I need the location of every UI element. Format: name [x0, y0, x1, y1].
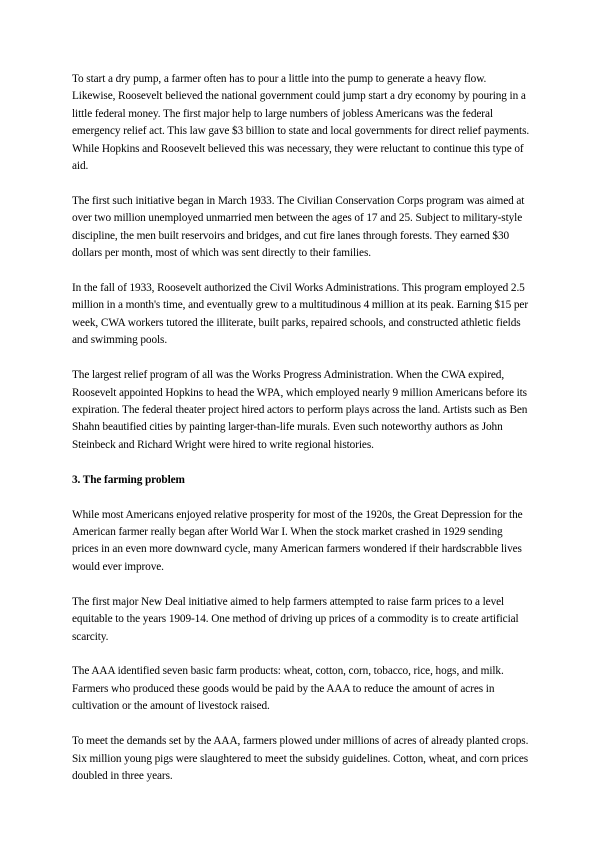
paragraph-farmer-depression: While most Americans enjoyed relative prosperity for most of the 1920s, the Great Depression for the American farmer really began after World War I. When the stock market crashed in 1929 sending prices in an even more downward cycle, many American farmers wondered if their hardscrabble lives would ever improve.	[72, 508, 523, 573]
document-body	[72, 71, 530, 803]
paragraph-new-deal-farm-prices: The first major New Deal initiative aimed to help farmers attempted to raise farm prices to a level equitable to the years 1909-14. One method of driving up prices of a commodity is to create artificial scarcity.	[72, 595, 519, 643]
paragraph-pump-analogy: To start a dry pump, a farmer often has to pour a little into the pump to generate a heavy flow. Likewise, Roosevelt believed the national government could jump start a dry economy by pouring in a little federal money. The first major help to large numbers of jobless Americans was the federal emergency relief act. This law gave $3 billion to state and local governments for direct relief payments. While Hopkins and Roosevelt believed this was necessary, they were reluctant to continue this type of aid.	[72, 73, 530, 173]
paragraph-civil-works-administration: In the fall of 1933, Roosevelt authorized the Civil Works Administrations. This program employed 2.5 million in a month's time, and eventually grew to a multitudinous 4 million at its peak. Earning $15 per week, CWA workers tutored the illiterate, built parks, repaired schools, and constructed athletic fields and swimming pools.	[72, 282, 528, 347]
section-heading-farming-problem: 3. The farming problem	[72, 473, 185, 486]
paragraph-aaa-farm-products: The AAA identified seven basic farm products: wheat, cotton, corn, tobacco, rice, hogs, and milk. Farmers who produced these goods would be paid by the AAA to reduce the amount of acres in cultivation or the amount of livestock raised.	[72, 665, 504, 713]
paragraph-aaa-demands: To meet the demands set by the AAA, farmers plowed under millions of acres of already planted crops. Six million young pigs were slaughtered to meet the subsidy guidelines. Cotton, wheat, and corn prices doubled in three years.	[72, 735, 529, 782]
paragraph-works-progress-administration: The largest relief program of all was the Works Progress Administration. When the CWA expired, Roosevelt appointed Hopkins to head the WPA, which employed nearly 9 million Americans before its expiration. The federal theater project hired actors to perform plays across the land. Artists such as Ben Shahn beautified cities by painting larger-than-life murals. Even such noteworthy authors as John Steinbeck and Richard Wright were hired to write regional histories.	[72, 369, 528, 451]
paragraph-civilian-conservation-corps: The first such initiative began in March 1933. The Civilian Conservation Corps program was aimed at over two million unemployed unmarried men between the ages of 17 and 25. Subject to military-style discipline, the men built reservoirs and bridges, and cut fire lanes through forests. They earned $30 dollars per month, most of which was sent directly to their families.	[72, 194, 525, 260]
